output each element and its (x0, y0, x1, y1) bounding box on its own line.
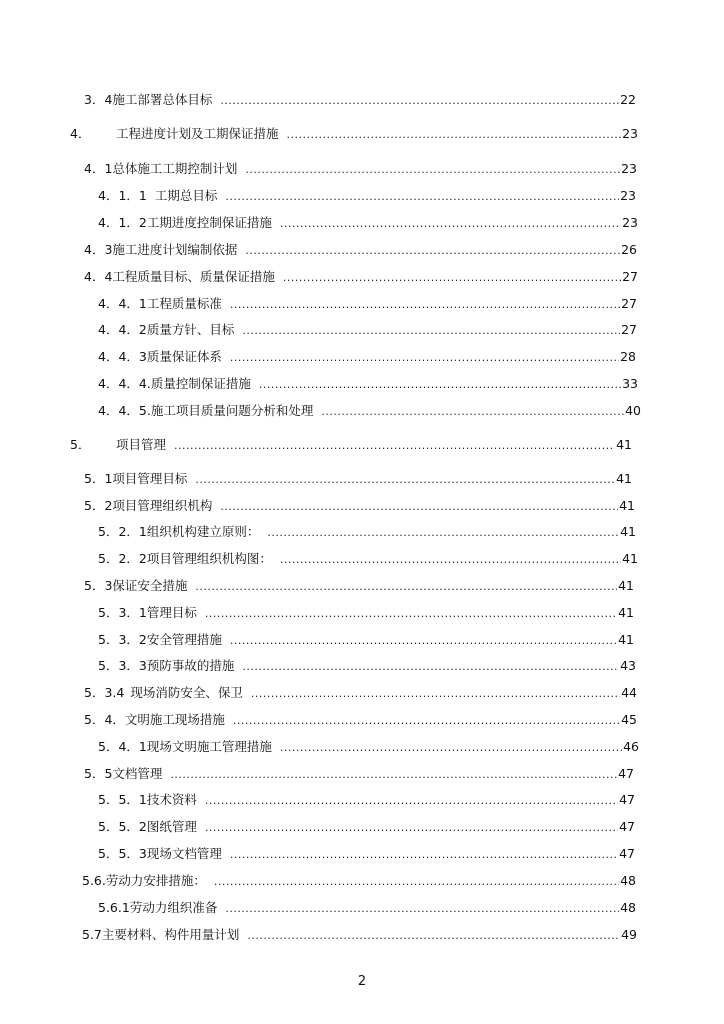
toc-entry-title: 工期进度控制保证措施 (146, 215, 272, 230)
toc-entry-page: 28 (620, 349, 636, 364)
toc-entry-number: 5．5．2 (98, 819, 147, 834)
toc-entry-page: 46 (623, 739, 639, 754)
toc-entry-page: 23 (622, 215, 638, 230)
dot-leader (225, 901, 619, 917)
dot-leader (214, 874, 619, 890)
toc-entry-title: 文档管理 (112, 766, 163, 781)
page-number: 2 (357, 974, 367, 989)
toc-entry-page: 43 (620, 658, 636, 673)
toc-entry-title: 文明施工现场措施 (124, 712, 225, 727)
toc-entry-page: 41 (620, 524, 636, 539)
toc-entry[interactable] (98, 524, 636, 541)
toc-entry-page: 49 (621, 927, 637, 942)
toc-entry-title: 项目管理组织机构图： (146, 551, 272, 566)
toc-entry[interactable] (98, 296, 637, 313)
toc-entry-number: 5．3．2 (98, 632, 147, 647)
dot-leader (230, 847, 618, 863)
toc-entry[interactable] (84, 766, 634, 783)
toc-entry-number: 4．4．5. (98, 403, 151, 418)
dot-leader (245, 243, 620, 259)
toc-entry-title: 施工部署总体目标 (112, 92, 213, 107)
toc-entry-title: 现场文档管理 (146, 846, 222, 861)
toc-entry-title: 项目管理 (116, 437, 167, 452)
toc-entry-number: 5．3．3 (98, 658, 147, 673)
toc-entry-number: 5．5．3 (98, 846, 147, 861)
toc-entry[interactable] (98, 349, 636, 366)
toc-entry-number: 5．2．2 (98, 551, 147, 566)
toc-entry[interactable] (98, 658, 636, 675)
dot-leader (259, 377, 621, 393)
toc-entry[interactable] (98, 632, 634, 649)
toc-entry-number: 5．4． (84, 712, 125, 727)
dot-leader (233, 713, 620, 729)
toc-entry-title: 劳动力安排措施： (105, 873, 206, 888)
dot-leader (225, 189, 619, 205)
toc-entry-page: 41 (616, 437, 632, 452)
toc-entry-page: 47 (619, 792, 635, 807)
toc-entry[interactable] (98, 900, 636, 917)
toc-entry[interactable] (84, 92, 636, 109)
toc-entry-number: 5．3 (84, 578, 113, 593)
toc-entry-number: 5．4．1 (98, 739, 147, 754)
toc-entry-number: 3．4 (84, 92, 113, 107)
toc-entry[interactable] (98, 792, 635, 809)
toc-entry[interactable] (98, 551, 638, 568)
dot-leader (247, 928, 620, 944)
toc-entry-number: 5． (70, 437, 91, 452)
dot-leader (280, 552, 621, 568)
toc-entry[interactable] (98, 403, 641, 420)
toc-entry-title: 预防事故的措施 (146, 658, 235, 673)
toc-entry-page: 41 (618, 632, 634, 647)
dot-leader (220, 93, 619, 109)
toc-entry-title: 管理目标 (146, 605, 197, 620)
toc-entry-number: 4．3 (84, 242, 113, 257)
toc-entry-page: 40 (625, 403, 641, 418)
dot-leader (205, 606, 617, 622)
toc-entry-title: 工期总目标 (154, 188, 218, 203)
toc-entry-number: 4．1．1 (98, 188, 147, 203)
toc-entry[interactable] (98, 376, 638, 393)
toc-entry-title: 项目管理组织机构 (112, 498, 213, 513)
toc-entry-page: 23 (620, 188, 636, 203)
toc-entry[interactable] (70, 437, 632, 454)
toc-entry-page: 27 (621, 322, 637, 337)
toc-entry-title: 安全管理措施 (146, 632, 222, 647)
toc-entry-title: 总体施工工期控制计划 (112, 161, 238, 176)
toc-entry[interactable] (84, 242, 637, 259)
toc-entry-page: 48 (620, 900, 636, 915)
toc-entry-page: 47 (619, 819, 635, 834)
toc-entry-title: 组织机构建立原则： (146, 524, 260, 539)
toc-entry-number: 4．4．4. (98, 376, 151, 391)
toc-entry-page: 33 (622, 376, 638, 391)
toc-entry-number: 5.6.1 (98, 900, 130, 915)
toc-entry-title: 施工进度计划编制依据 (112, 242, 238, 257)
toc-entry-number: 5.6. (82, 873, 106, 888)
toc-entry[interactable] (82, 927, 637, 944)
toc-entry[interactable] (84, 471, 632, 488)
dot-leader (287, 127, 622, 143)
toc-entry-number: 5．3．1 (98, 605, 147, 620)
toc-entry[interactable] (84, 161, 637, 178)
dot-leader (174, 438, 615, 454)
toc-entry-title: 工程进度计划及工期保证措施 (116, 126, 279, 141)
toc-entry-page: 41 (618, 578, 634, 593)
toc-entry-number: 5．5 (84, 766, 113, 781)
toc-entry-number: 5.7 (82, 927, 102, 942)
dot-leader (242, 659, 619, 675)
toc-entry[interactable] (98, 819, 635, 836)
toc-entry[interactable] (84, 578, 634, 595)
toc-entry[interactable] (98, 605, 634, 622)
dot-leader (205, 820, 618, 836)
toc-entry-page: 48 (620, 873, 636, 888)
dot-leader (170, 767, 617, 783)
toc-entry-title: 质量控制保证措施 (150, 376, 251, 391)
toc-entry-number: 5．3.4 (84, 685, 125, 700)
toc-entry-number: 4．1 (84, 161, 113, 176)
dot-leader (230, 633, 617, 649)
toc-entry-page: 47 (618, 766, 634, 781)
dot-leader (283, 270, 621, 286)
toc-entry-page: 22 (620, 92, 636, 107)
toc-entry-title: 质量方针、目标 (146, 322, 235, 337)
toc-entry[interactable] (98, 188, 636, 205)
toc-entry-title: 现场消防安全、保卫 (130, 685, 243, 700)
dot-leader (195, 579, 617, 595)
toc-entry-number: 4．1．2 (98, 215, 147, 230)
dot-leader (220, 499, 618, 515)
toc-entry-number: 5．2．1 (98, 524, 147, 539)
toc-entry-page: 41 (616, 471, 632, 486)
toc-entry-title: 工程质量标准 (146, 296, 222, 311)
toc-entry[interactable] (98, 322, 637, 339)
toc-entry-page: 23 (621, 161, 637, 176)
dot-leader (242, 323, 620, 339)
toc-entry-page: 26 (621, 242, 637, 257)
toc-entry-title: 图纸管理 (146, 819, 197, 834)
toc-entry-page: 47 (619, 846, 635, 861)
toc-entry-page: 27 (622, 269, 638, 284)
toc-entry-number: 5．1 (84, 471, 113, 486)
toc-entry[interactable] (84, 685, 637, 702)
toc-entry-title: 技术资料 (146, 792, 197, 807)
toc-entry[interactable] (82, 873, 636, 890)
toc-entry[interactable] (98, 846, 635, 863)
toc-entry-number: 4．4．2 (98, 322, 147, 337)
toc-entry-title: 保证安全措施 (112, 578, 188, 593)
toc-entry-page: 27 (621, 296, 637, 311)
dot-leader (230, 350, 619, 366)
dot-leader (230, 297, 620, 313)
toc-entry-title: 施工项目质量问题分析和处理 (150, 403, 314, 418)
dot-leader (251, 686, 620, 702)
toc-entry-title: 主要材料、构件用量计划 (101, 927, 240, 942)
dot-leader (205, 793, 618, 809)
toc-entry-title: 工程质量目标、质量保证措施 (112, 269, 275, 284)
toc-entry-page: 44 (621, 685, 637, 700)
toc-entry-number: 4．4．3 (98, 349, 147, 364)
toc-entry-title: 质量保证体系 (146, 349, 222, 364)
toc-entry-title: 劳动力组织准备 (129, 900, 218, 915)
toc-entry-page: 41 (618, 605, 634, 620)
toc-entry-page: 23 (622, 126, 638, 141)
dot-leader (280, 216, 621, 232)
toc-entry-number: 4．4 (84, 269, 113, 284)
toc-entry-title: 现场文明施工管理措施 (146, 739, 272, 754)
toc-entry[interactable] (98, 215, 638, 232)
toc-entry[interactable] (84, 498, 635, 515)
toc-entry-number: 5．5．1 (98, 792, 147, 807)
toc-entry-page: 41 (622, 551, 638, 566)
dot-leader (245, 162, 620, 178)
toc-entry[interactable] (84, 712, 637, 729)
dot-leader (321, 404, 624, 420)
toc-entry[interactable] (70, 126, 638, 143)
dot-leader (280, 740, 622, 756)
dot-leader (195, 472, 615, 488)
toc-entry-title: 项目管理目标 (112, 471, 188, 486)
dot-leader (267, 525, 619, 541)
toc-entry-page: 45 (621, 712, 637, 727)
toc-entry[interactable] (98, 739, 639, 756)
toc-entry[interactable] (84, 269, 638, 286)
toc-entry-number: 4．4．1 (98, 296, 147, 311)
toc-entry-number: 5．2 (84, 498, 113, 513)
toc-entry-page: 41 (619, 498, 635, 513)
toc-entry-number: 4． (70, 126, 91, 141)
